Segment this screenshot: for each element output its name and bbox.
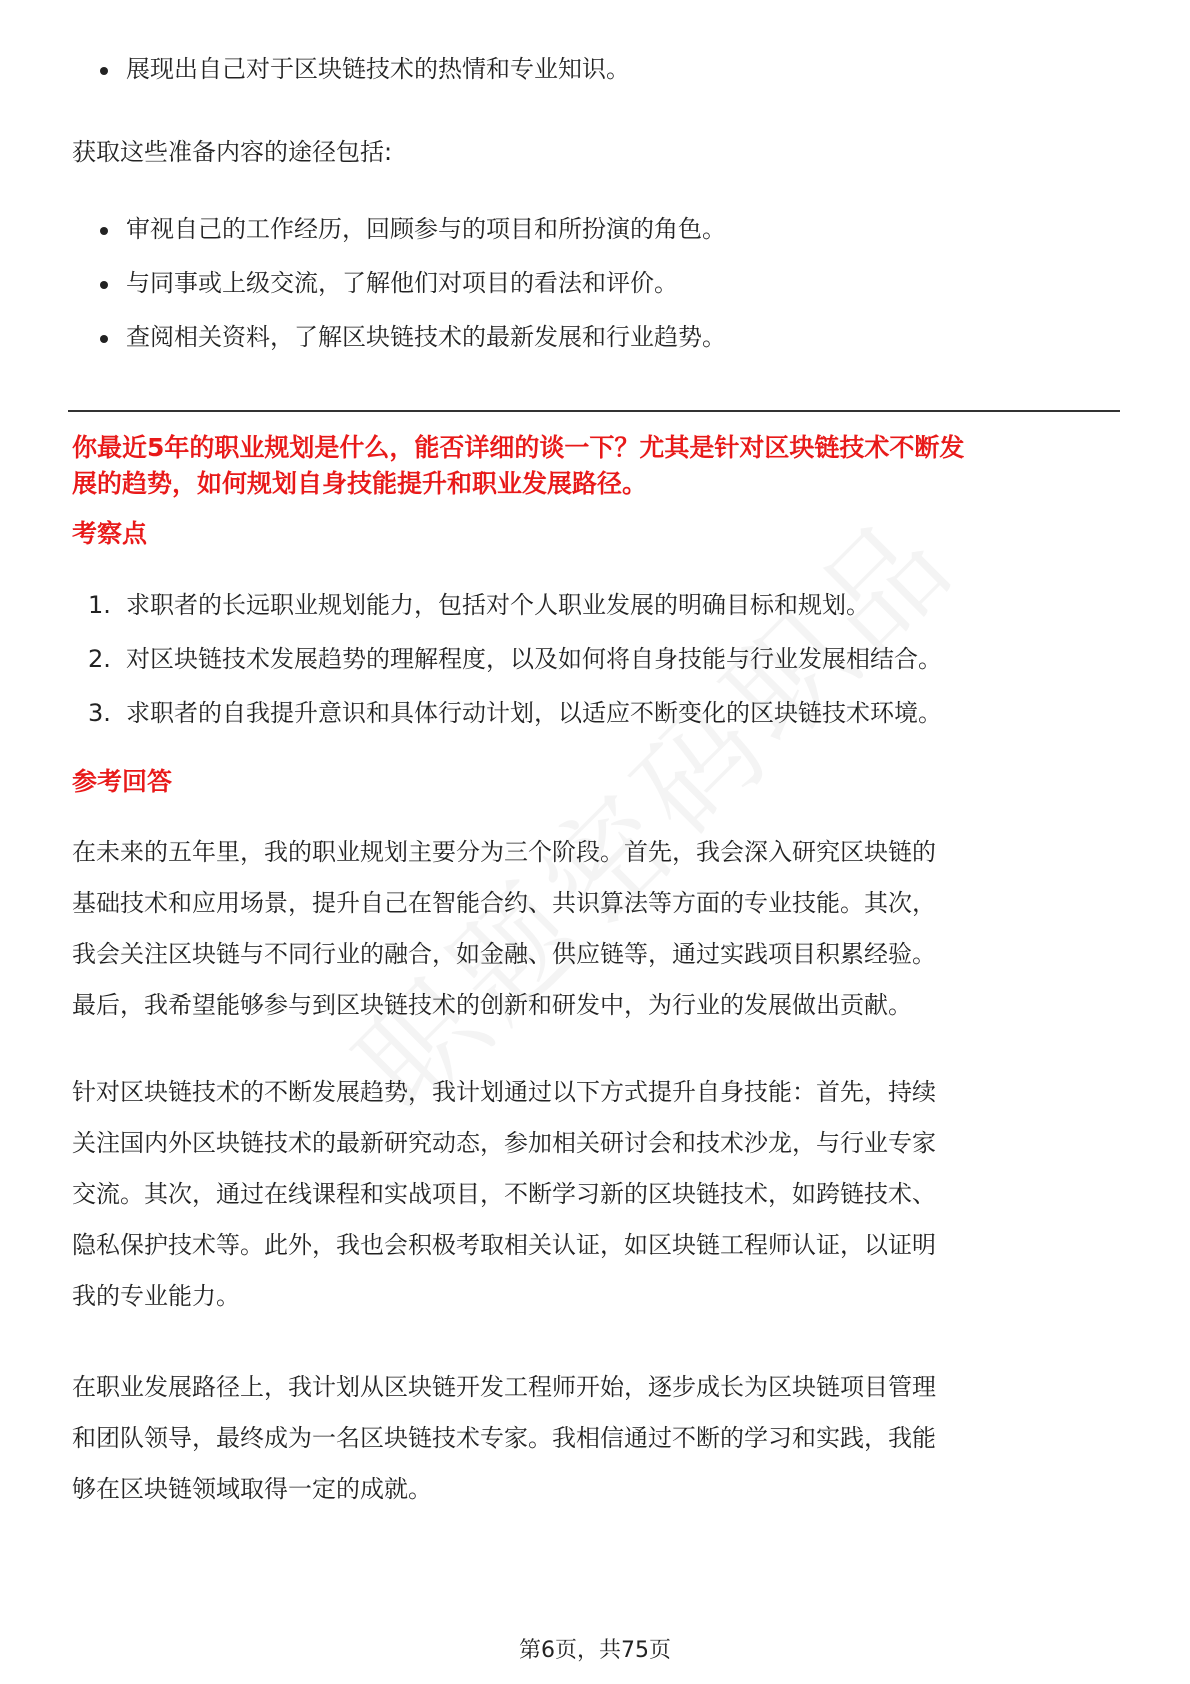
section-divider (68, 410, 1120, 412)
list-number: 3. (88, 699, 111, 727)
exam-points-list (72, 588, 1122, 730)
paragraph-line: 针对区块链技术的不断发展趋势，我计划通过以下方式提升自身技能：首先，持续 (72, 1078, 936, 1106)
intro-text: 获取这些准备内容的途径包括: (72, 138, 393, 166)
list-item: 与同事或上级交流，了解他们对项目的看法和评价。 (72, 266, 1122, 300)
paragraph-line: 够在区块链领域取得一定的成就。 (72, 1475, 432, 1503)
list-item (72, 588, 1122, 622)
answer-paragraph-2 (72, 1067, 1132, 1322)
paragraph-line: 在职业发展路径上，我计划从区块链开发工程师开始，逐步成长为区块链项目管理 (72, 1373, 936, 1401)
paragraph-line: 最后，我希望能够参与到区块链技术的创新和研发中，为行业的发展做出贡献。 (72, 991, 912, 1019)
top-bullet-list (72, 52, 1122, 86)
watermark (313, 469, 986, 1142)
page-footer: 第6页，共75页 (519, 1638, 671, 1663)
approach-bullet-list (72, 212, 1122, 354)
paragraph-line: 关注国内外区块链技术的最新研究动态，参加相关研讨会和技术沙龙，与行业专家 (72, 1129, 936, 1157)
exam-points-heading: 考察点 (72, 519, 148, 548)
question-line-2: 展的趋势，如何规划自身技能提升和职业发展路径。 (72, 469, 648, 498)
list-text: 求职者的自我提升意识和具体行动计划，以适应不断变化的区块链技术环境。 (126, 699, 942, 727)
list-item (72, 642, 1122, 676)
list-item: 展现出自己对于区块链技术的热情和专业知识。 (72, 52, 1122, 86)
paragraph-line: 我的专业能力。 (72, 1282, 240, 1310)
list-number: 1. (88, 591, 111, 619)
question-heading (72, 430, 1132, 502)
list-item (72, 696, 1122, 730)
paragraph-line: 和团队领导，最终成为一名区块链技术专家。我相信通过不断的学习和实践，我能 (72, 1424, 936, 1452)
answer-paragraph-3 (72, 1362, 1132, 1515)
list-text: 求职者的长远职业规划能力，包括对个人职业发展的明确目标和规划。 (126, 591, 870, 619)
paragraph-line: 我会关注区块链与不同行业的融合，如金融、供应链等，通过实践项目积累经验。 (72, 940, 936, 968)
list-item: 审视自己的工作经历，回顾参与的项目和所扮演的角色。 (72, 212, 1122, 246)
paragraph-line: 交流。其次，通过在线课程和实战项目，不断学习新的区块链技术，如跨链技术、 (72, 1180, 936, 1208)
list-item: 查阅相关资料，了解区块链技术的最新发展和行业趋势。 (72, 320, 1122, 354)
paragraph-line: 隐私保护技术等。此外，我也会积极考取相关认证，如区块链工程师认证，以证明 (72, 1231, 936, 1259)
answer-heading: 参考回答 (72, 767, 173, 796)
answer-paragraph-1 (72, 827, 1132, 1031)
list-text: 对区块链技术发展趋势的理解程度，以及如何将自身技能与行业发展相结合。 (126, 645, 942, 673)
paragraph-line: 在未来的五年里，我的职业规划主要分为三个阶段。首先，我会深入研究区块链的 (72, 838, 936, 866)
list-number: 2. (88, 645, 111, 673)
question-line-1: 你最近5年的职业规划是什么，能否详细的谈一下？尤其是针对区块链技术不断发 (72, 433, 965, 462)
paragraph-line: 基础技术和应用场景，提升自己在智能合约、共识算法等方面的专业技能。其次， (72, 889, 936, 917)
